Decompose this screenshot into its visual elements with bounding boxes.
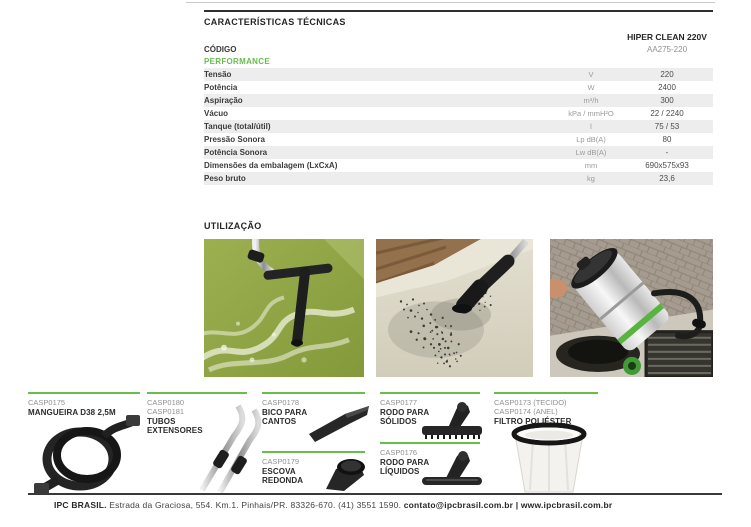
product-name: HIPER CLEAN 220V bbox=[627, 31, 707, 42]
code-row bbox=[204, 43, 713, 55]
accessory-name: FILTRO POLIÉSTER bbox=[494, 417, 572, 426]
accessory-code: CASP0177 bbox=[380, 398, 418, 407]
technical-specs-section bbox=[204, 10, 713, 185]
table-row: Vácuo kPa / mmH²O 22 / 2240 bbox=[204, 109, 684, 118]
section-title-caracteristicas: CARACTERÍSTICAS TÉCNICAS bbox=[204, 17, 346, 27]
accessory-code: CASP0179 bbox=[262, 457, 300, 466]
accessory-divider bbox=[494, 392, 598, 394]
usage-photo-green-floor bbox=[204, 239, 364, 377]
accessory-name: MANGUEIRA D38 2,5M bbox=[28, 408, 116, 417]
footer-address: Estrada da Graciosa, 554. Km.1. Pinhais/PR. 83326-670. (41) 3551 1590. bbox=[106, 500, 404, 510]
table-row: Pressão Sonora Lp dB(A) 80 bbox=[204, 135, 672, 144]
debris-vacuuming-photo bbox=[376, 239, 533, 377]
accessory-divider bbox=[380, 392, 480, 394]
product-header-row bbox=[204, 30, 713, 43]
tubes-icon bbox=[182, 402, 262, 494]
round-brush-icon bbox=[318, 455, 368, 497]
footer-company: IPC BRASIL. bbox=[54, 500, 107, 510]
section-title-utilizacao: UTILIZAÇÃO bbox=[204, 221, 262, 231]
performance-section-row bbox=[204, 55, 713, 68]
polyester-filter-icon bbox=[503, 420, 595, 496]
accessory-code: CASP0181 bbox=[147, 407, 185, 416]
accessory-name: TUBOS EXTENSORES bbox=[147, 417, 203, 435]
usage-photo-debris-floor bbox=[376, 239, 533, 377]
accessory-code: CASP0176 bbox=[380, 448, 418, 457]
accessory-divider bbox=[380, 442, 480, 444]
accessory-code: CASP0178 bbox=[262, 398, 300, 407]
table-row: Aspiração m³/h 300 bbox=[204, 94, 713, 107]
table-row: Potência Sonora Lw dB(A) - bbox=[204, 146, 713, 159]
accessory-code: CASP0175 bbox=[28, 398, 66, 407]
accessory-divider bbox=[262, 451, 365, 453]
table-row: Peso bruto kg 23,6 bbox=[204, 172, 713, 185]
accessory-name: ESCOVA REDONDA bbox=[262, 467, 304, 485]
accessory-name: RODO PARA SÓLIDOS bbox=[380, 408, 429, 426]
code-value: AA275-220 bbox=[646, 44, 688, 54]
table-row: Dimensões da embalagem (LxCxA) mm 690x575x93 bbox=[204, 161, 689, 170]
solids-nozzle-icon bbox=[418, 396, 486, 442]
accessory-name: BICO PARA CANTOS bbox=[262, 408, 307, 426]
table-row: Potência W 2400 bbox=[204, 83, 676, 92]
accessory-code: CASP0174 (ANEL) bbox=[494, 407, 558, 416]
footer-contact-link[interactable]: contato@ipcbrasil.com.br | www.ipcbrasil.com.br bbox=[403, 500, 613, 510]
usage-photo-machine-outdoor bbox=[550, 239, 713, 377]
crevice-nozzle-icon bbox=[305, 402, 373, 444]
table-row: Tanque (total/útil) l 75 / 53 bbox=[204, 120, 713, 133]
accessory-code: CASP0180 bbox=[147, 398, 185, 407]
page-top-divider bbox=[186, 2, 715, 3]
footer bbox=[54, 500, 612, 510]
vacuum-machine-photo bbox=[550, 239, 713, 377]
green-floor-cleaning-photo bbox=[204, 239, 364, 377]
table-top-border bbox=[204, 10, 713, 12]
code-label: CÓDIGO bbox=[204, 44, 237, 54]
accessory-name: RODO PARA LÍQUIDOS bbox=[380, 458, 429, 476]
footer-divider bbox=[28, 493, 722, 495]
performance-label: PERFORMANCE bbox=[204, 57, 270, 66]
spec-rows bbox=[204, 68, 713, 185]
liquids-nozzle-icon bbox=[418, 446, 486, 492]
accessory-divider bbox=[28, 392, 140, 394]
hose-icon bbox=[30, 414, 142, 496]
accessory-divider bbox=[147, 392, 247, 394]
accessory-divider bbox=[262, 392, 365, 394]
accessory-code: CASP0173 (TECIDO) bbox=[494, 398, 567, 407]
table-row: Tensão V 220 bbox=[204, 68, 713, 81]
